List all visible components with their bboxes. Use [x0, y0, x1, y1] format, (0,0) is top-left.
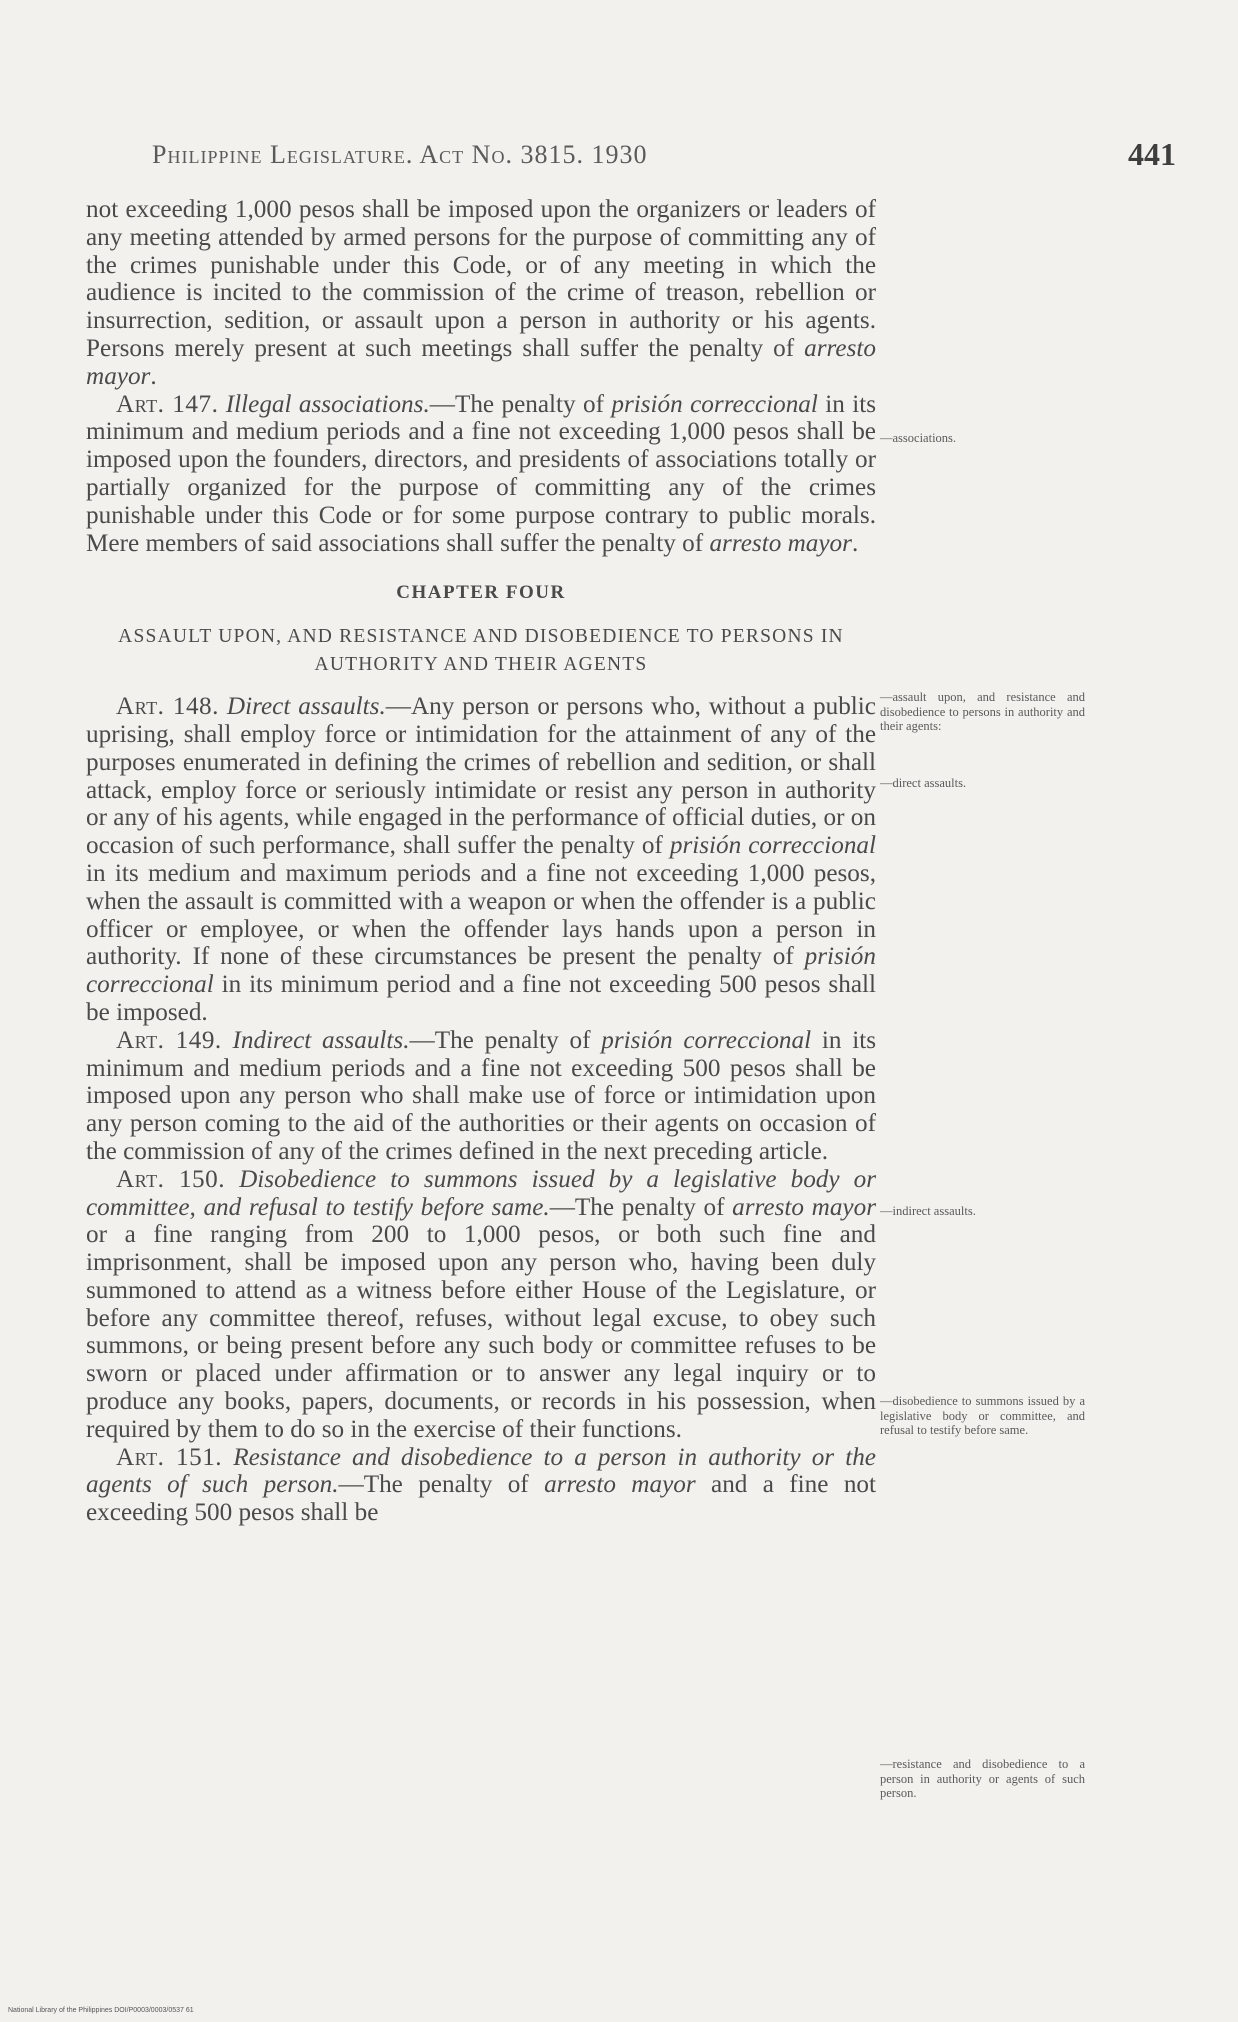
- article-title: Disobedience to summons issued by a legislative body or committee, and refusal to testify before same.: [86, 1165, 876, 1221]
- article-title: Illegal associations.: [225, 390, 430, 418]
- running-head: Philippine Legislature. Act No. 3815. 1930: [152, 140, 648, 169]
- article-147: Art. 147. Illegal associations.—The penalty of prisión correccional in its minimum and medium periods and a fine not exceeding 1,000 pesos shall be imposed upon the founders, directors, and presidents of associations totally or partially organized for the purpose of committing any of the crimes punishable under this Code or for some purpose contrary to public morals. Mere members of said associations shall suffer the penalty of arresto mayor.: [86, 390, 877, 557]
- article-149: Art. 149. Indirect assaults.—The penalty of prisión correccional in its minimum and medium periods and a fine not exceeding 500 pesos shall be imposed upon any person who shall make use of force or intimidation upon any person coming to the aid of the authorities or their agents on occasion of the commission of any of the crimes defined in the next preceding article.: [86, 1026, 876, 1165]
- article-number: Art. 148.: [116, 693, 219, 721]
- article-number: Art. 150.: [116, 1165, 226, 1193]
- article-title: Resistance and disobedience to a person in authority or the agents of such person.: [86, 1443, 876, 1499]
- article-title: Indirect assaults.: [232, 1026, 410, 1054]
- margin-note-associations: —associations.: [880, 431, 957, 445]
- margin-note-disobedience-summons: —disobedience to summons issued by a legislative body or committee, and refusal to testify before same.: [880, 1394, 1085, 1437]
- article-title: Direct assaults.: [226, 693, 386, 721]
- body-text: [86, 196, 876, 1527]
- footer-credit: National Library of the Philippines DOI/P0003/0003/0537 61: [8, 2007, 194, 2014]
- chapter-title: CHAPTER FOUR: [396, 582, 566, 604]
- margin-note-direct-assaults: —direct assaults.: [880, 776, 967, 790]
- page-number: 441: [1128, 136, 1176, 172]
- margin-note-indirect-assaults: —indirect assaults.: [880, 1204, 976, 1218]
- article-number: Art. 147.: [116, 390, 219, 418]
- article-150: Art. 150. Disobedience to summons issued by a legislative body or committee, and refusal to testify before same.—The penalty of arresto mayor or a fine ranging from 200 to 1,000 pesos, or both such fine and imprisonment, shall be imposed upon any person who, having been duly summoned to attend as a witness before either House of the Legislature, or before any committee thereof, refuses, without legal excuse, to obey such summons, or being present before any such body or committee refuses to be sworn or placed under affirmation or to answer any legal inquiry or to produce any books, papers, documents, or records in his possession, when required by them to do so in the exercise of their functions.: [86, 1165, 876, 1443]
- article-151: Art. 151. Resistance and disobedience to a person in authority or the agents of such person.—The penalty of arresto mayor and a fine not exceeding 500 pesos shall be: [86, 1443, 877, 1527]
- paragraph-continuation: not exceeding 1,000 pesos shall be imposed upon the organizers or leaders of any meeting attended by armed persons for the purpose of committing any of the crimes punishable under this Code, or of any meeting in which the audience is incited to the commission of the crime of treason, rebellion or insurrection, sedition, or assault upon a person in authority or his agents. Persons merely present at such meetings shall suffer the penalty of arresto mayor.: [86, 196, 876, 390]
- article-148: Art. 148. Direct assaults.—Any person or persons who, without a public uprising, shall employ force or intimidation for the attainment of any of the purposes enumerated in defining the crimes of rebellion and sedition, or shall attack, employ force or seriously intimidate or resist any person in authority or any of his agents, while engaged in the performance of official duties, or on occasion of such performance, shall suffer the penalty of prisión correccional in its medium and maximum periods and a fine not exceeding 1,000 pesos, when the assault is committed with a weapon or when the offender is a public officer or employee, or when the offender lays hands upon a person in authority. If none of these circumstances be present the penalty of prisión correccional in its minimum period and a fine not exceeding 500 pesos shall be imposed.: [86, 693, 877, 1026]
- article-number: Art. 151.: [116, 1443, 223, 1471]
- article-number: Art. 149.: [116, 1026, 222, 1054]
- margin-note-resistance: —resistance and disobedience to a person in authority or agents of such person.: [880, 1757, 1085, 1800]
- chapter-subtitle: ASSAULT UPON, AND RESISTANCE AND DISOBEDIENCE TO PERSONS IN AUTHORITY AND THEIR AGENTS: [118, 626, 844, 676]
- margin-note-chapter: —assault upon, and resistance and disobedience to persons in authority and their agents:: [880, 690, 1085, 733]
